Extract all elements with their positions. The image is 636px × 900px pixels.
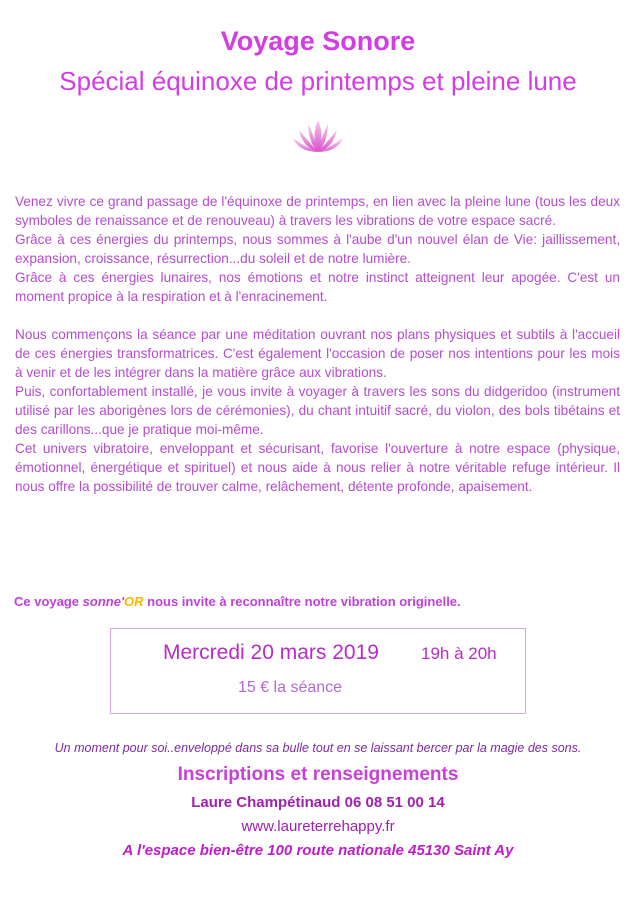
venue-address: A l'espace bien-être 100 route nationale 45130 Saint Ay xyxy=(122,842,514,859)
moment-text: Un moment pour soi..enveloppé dans sa bulle tout en se laissant bercer par la magie des sons. xyxy=(54,741,582,755)
event-time: 19h à 20h xyxy=(421,644,497,663)
intro-paragraph-3: Grâce à ces énergies lunaires, nos émotions et notre instinct atteignent leur apogée. C'est un moment propice à la respiration et à l'enracinement. xyxy=(15,270,620,304)
tagline-part-1: Ce voyage xyxy=(14,594,83,609)
tagline xyxy=(14,594,624,609)
page-title: Voyage Sonore xyxy=(220,26,416,56)
event-box xyxy=(110,628,526,714)
website-link[interactable]: www.laureterrehappy.fr xyxy=(241,818,395,835)
page-subtitle: Spécial équinoxe de printemps et pleine lune xyxy=(59,66,577,96)
session-paragraph-2: Puis, confortablement installé, je vous invite à voyager à travers les sons du didgeridoo (instrument utilisé par les aborigènes lors de cérémonies), du chant intuitif sacré, du violon, des bols tibétains et des carillons...que je pratique moi-même. xyxy=(15,384,620,437)
session-paragraph-3: Cet univers vibratoire, enveloppant et sécurisant, favorise l'ouverture à notre espace (physique, émotionnel, énergétique et spirituel) et nous aide à nous relier à notre véritable refuge intérieur. Il nous offre la possibilité de trouver calme, relâchement, détente profonde, apaisement. xyxy=(15,441,620,494)
intro-paragraph-1: Venez vivre ce grand passage de l'équinoxe de printemps, en lien avec la pleine lune (tous les deux symboles de renaissance et de renouveau) à travers les vibrations de votre espace sacré. xyxy=(15,194,620,228)
tagline-part-3: nous invite à reconnaître notre vibration originelle. xyxy=(143,594,461,609)
inscriptions-heading: Inscriptions et renseignements xyxy=(177,764,459,785)
event-price: 15 € la séance xyxy=(237,679,343,696)
paragraph-gap xyxy=(15,306,620,325)
event-date: Mercredi 20 mars 2019 xyxy=(163,641,379,664)
intro-paragraph-2: Grâce à ces énergies du printemps, nous sommes à l'aube d'un nouvel élan de Vie: jaillissement, expansion, croissance, résurrection...du soleil et de notre lumière. xyxy=(15,232,620,266)
contact-phone: Laure Champétinaud 06 08 51 00 14 xyxy=(191,794,445,811)
lotus-flower-icon xyxy=(289,118,347,156)
tagline-or: OR xyxy=(124,594,144,609)
description-text xyxy=(15,192,620,496)
tagline-part-2: sonne' xyxy=(82,594,125,609)
session-paragraph-1: Nous commençons la séance par une méditation ouvrant nos plans physiques et subtils à l'accueil de ces énergies transformatrices. C'est également l'occasion de poser nos intentions pour les mois à venir et de les intégrer dans la matière grâce aux vibrations. xyxy=(15,327,620,380)
